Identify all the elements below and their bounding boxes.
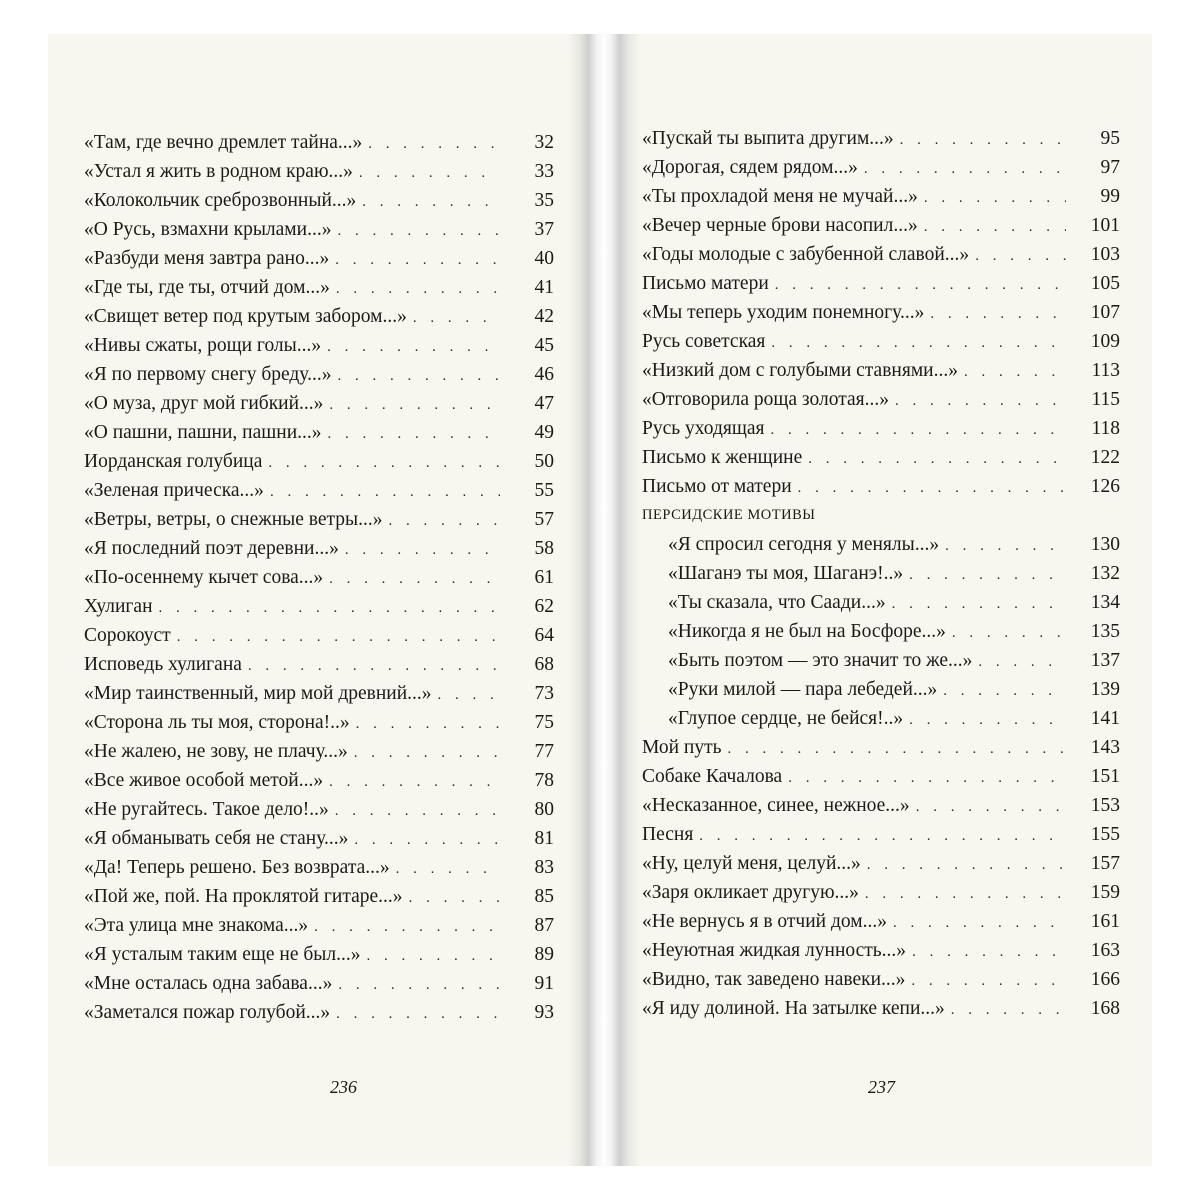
toc-entry	[642, 936, 1120, 965]
toc-entry-page-number: 35	[534, 190, 554, 211]
toc-entry-page-number: 62	[534, 596, 554, 617]
toc-entry	[642, 820, 1120, 849]
toc-entry-title: «Неуютная жидкая лунность...»	[642, 940, 907, 961]
toc-entry	[84, 447, 554, 476]
toc-entry-page-number: 139	[1090, 679, 1120, 700]
toc-entry-title: «Я иду долиной. На затылке кепи...»	[642, 998, 945, 1019]
toc-entry	[84, 534, 554, 563]
toc-entry-title: Русь советская	[642, 331, 766, 352]
toc-entry-page-number: 58	[534, 538, 554, 559]
toc-entry	[642, 588, 1120, 617]
toc-entry	[642, 646, 1120, 675]
toc-entry-title: Иорданская голубица	[84, 451, 263, 472]
toc-entry	[642, 733, 1120, 762]
toc-entry-title: Собаке Качалова	[642, 766, 783, 787]
toc-entry-page-number: 159	[1090, 882, 1120, 903]
toc-dot-leader	[964, 358, 1066, 387]
toc-entry	[84, 302, 554, 331]
toc-entry-page-number: 107	[1090, 302, 1120, 323]
toc-dot-leader	[798, 474, 1066, 503]
toc-entry-page-number: 89	[534, 944, 554, 965]
toc-entry-page-number: 42	[534, 306, 554, 327]
toc-dot-leader	[327, 333, 500, 362]
toc-entry-page-number: 155	[1090, 824, 1120, 845]
toc-dot-leader	[336, 275, 500, 304]
toc-dot-leader	[248, 652, 500, 681]
toc-entry-title: «Пускай ты выпита другим...»	[642, 128, 894, 149]
toc-entry-title: «Дорогая, сядем рядом...»	[642, 157, 858, 178]
toc-entry-title: «Не ругайтесь. Такое дело!..»	[84, 799, 329, 820]
toc-dot-leader	[978, 648, 1066, 677]
left-page	[84, 34, 554, 1166]
toc-entry-page-number: 130	[1090, 534, 1120, 555]
toc-entry-title: «Пой же, пой. На проклятой гитаре...»	[84, 886, 403, 907]
toc-entry	[642, 443, 1120, 472]
toc-dot-leader	[895, 387, 1066, 416]
toc-entry-title: «Отговорила роща золотая...»	[642, 389, 889, 410]
toc-dot-leader	[892, 590, 1066, 619]
toc-dot-leader	[359, 159, 500, 188]
toc-dot-leader	[975, 242, 1066, 271]
toc-entry-page-number: 132	[1090, 563, 1120, 584]
toc-dot-leader	[924, 213, 1066, 242]
toc-entry-page-number: 49	[534, 422, 554, 443]
toc-entry-page-number: 91	[534, 973, 554, 994]
toc-dot-leader	[335, 797, 500, 826]
toc-entry-page-number: 40	[534, 248, 554, 269]
toc-entry-page-number: 153	[1090, 795, 1120, 816]
toc-entry	[84, 273, 554, 302]
toc-entry	[84, 505, 554, 534]
toc-entry-title: «Эта улица мне знакома...»	[84, 915, 309, 936]
page-number-left: 236	[330, 1077, 357, 1097]
toc-entry-title: Песня	[642, 824, 694, 845]
toc-entry	[642, 617, 1120, 646]
toc-entry	[642, 211, 1120, 240]
book-gutter	[568, 34, 640, 1166]
toc-entry-title: Письмо от матери	[642, 476, 792, 497]
toc-entry-page-number: 33	[534, 161, 554, 182]
toc-entry-page-number: 141	[1090, 708, 1120, 729]
toc-dot-leader	[924, 184, 1066, 213]
toc-entry	[642, 327, 1120, 356]
toc-entry-title: «Заря окликает другую...»	[642, 882, 859, 903]
toc-entry	[84, 563, 554, 592]
toc-entry-page-number: 77	[534, 741, 554, 762]
toc-entry	[642, 994, 1120, 1023]
toc-entry-title: «Ну, целуй меня, целуй...»	[642, 853, 861, 874]
toc-dot-leader	[337, 217, 500, 246]
toc-dot-leader	[354, 826, 500, 855]
toc-entry-title: «Мир таинственный, мир мой древний...»	[84, 683, 432, 704]
toc-entry	[84, 389, 554, 418]
toc-entry-title: «Нивы сжаты, рощи голы...»	[84, 335, 322, 356]
toc-entry-title: «О муза, друг мой гибкий...»	[84, 393, 324, 414]
toc-entry-page-number: 103	[1090, 244, 1120, 265]
toc-entry-title: «Заметался пожар голубой...»	[84, 1002, 331, 1023]
toc-entry-title: «Ветры, ветры, о снежные ветры...»	[84, 509, 383, 530]
toc-entry-page-number: 113	[1091, 360, 1120, 381]
toc-entry-page-number: 105	[1090, 273, 1120, 294]
toc-entry-page-number: 93	[534, 1002, 554, 1023]
toc-dot-leader	[356, 710, 500, 739]
toc-entry-page-number: 118	[1091, 418, 1120, 439]
toc-entry-page-number: 109	[1090, 331, 1120, 352]
toc-section-heading	[642, 501, 1120, 530]
toc-entry-page-number: 61	[534, 567, 554, 588]
toc-entry-title: «Все живое особой метой...»	[84, 770, 324, 791]
toc-entry	[84, 911, 554, 940]
toc-entry-title: «Никогда я не был на Босфоре...»	[668, 621, 946, 642]
toc-entry-page-number: 45	[534, 335, 554, 356]
toc-entry	[84, 621, 554, 650]
toc-entry	[642, 153, 1120, 182]
toc-entry	[84, 882, 554, 911]
toc-dot-leader	[409, 884, 500, 913]
toc-entry-page-number: 166	[1090, 969, 1120, 990]
toc-dot-leader	[270, 478, 500, 507]
toc-entry	[642, 240, 1120, 269]
toc-entry-title: «Не вернусь я в отчий дом...»	[642, 911, 887, 932]
toc-entry	[642, 965, 1120, 994]
toc-entry-title: «Да! Теперь решено. Без возврата...»	[84, 857, 390, 878]
toc-dot-leader	[893, 909, 1066, 938]
toc-entry-title: «Зеленая прическа...»	[84, 480, 264, 501]
toc-dot-leader	[945, 532, 1066, 561]
toc-entry-title: «Шаганэ ты моя, Шаганэ!..»	[668, 563, 904, 584]
toc-dot-leader	[930, 300, 1066, 329]
toc-entry-page-number: 64	[534, 625, 554, 646]
toc-entry-title: Письмо матери	[642, 273, 769, 294]
toc-entry-page-number: 78	[534, 770, 554, 791]
toc-entry	[84, 708, 554, 737]
toc-entry-page-number: 137	[1090, 650, 1120, 671]
toc-entry-page-number: 87	[534, 915, 554, 936]
toc-entry	[84, 679, 554, 708]
toc-dot-leader	[951, 996, 1066, 1025]
toc-entry-page-number: 83	[534, 857, 554, 878]
toc-entry	[642, 878, 1120, 907]
toc-entry-title: «Вечер черные брови насопил...»	[642, 215, 918, 236]
toc-entry-page-number: 85	[534, 886, 554, 907]
toc-entry-title: Мой путь	[642, 737, 722, 758]
toc-entry-title: «По-осеннему кычет сова...»	[84, 567, 324, 588]
toc-dot-leader	[345, 536, 500, 565]
toc-entry	[642, 414, 1120, 443]
right-page	[642, 34, 1120, 1166]
toc-dot-leader	[867, 851, 1066, 880]
toc-entry	[642, 182, 1120, 211]
toc-dot-leader	[362, 188, 500, 217]
toc-entry	[84, 737, 554, 766]
toc-entry-page-number: 41	[534, 277, 554, 298]
toc-entry-page-number: 32	[534, 132, 554, 153]
toc-entry-title: «Я обманывать себя не стану...»	[84, 828, 349, 849]
toc-dot-leader	[268, 449, 500, 478]
toc-entry-page-number: 73	[534, 683, 554, 704]
toc-entry	[642, 675, 1120, 704]
toc-entry	[84, 998, 554, 1027]
toc-list-right	[642, 124, 1120, 1023]
toc-entry-title: «Мы теперь уходим понемногу...»	[642, 302, 925, 323]
toc-dot-leader	[337, 362, 500, 391]
toc-entry-page-number: 101	[1090, 215, 1120, 236]
page-number-right: 237	[868, 1077, 895, 1097]
toc-dot-leader	[329, 391, 500, 420]
toc-dot-leader	[728, 735, 1066, 764]
toc-entry-page-number: 143	[1090, 737, 1120, 758]
toc-entry-title: «Мне осталась одна забава...»	[84, 973, 333, 994]
toc-dot-leader	[368, 130, 500, 159]
toc-entry-title: «О пашни, пашни, пашни...»	[84, 422, 322, 443]
toc-dot-leader	[909, 706, 1066, 735]
toc-entry-title: «Видно, так заведено навеки...»	[642, 969, 906, 990]
toc-entry	[642, 472, 1120, 501]
toc-dot-leader	[336, 1000, 500, 1029]
toc-entry	[642, 907, 1120, 936]
toc-list-left	[84, 128, 554, 1027]
toc-dot-leader	[916, 793, 1066, 822]
toc-entry	[84, 766, 554, 795]
toc-entry-page-number: 80	[534, 799, 554, 820]
toc-entry-title: «Колокольчик среброзвонный...»	[84, 190, 357, 211]
toc-entry	[84, 940, 554, 969]
toc-entry-title: «О Русь, взмахни крылами...»	[84, 219, 332, 240]
toc-dot-leader	[314, 913, 500, 942]
toc-entry-title: Исповедь хулигана	[84, 654, 242, 675]
toc-entry-title: «Я по первому снегу бреду...»	[84, 364, 332, 385]
toc-entry	[84, 476, 554, 505]
toc-dot-leader	[396, 855, 500, 884]
toc-entry-page-number: 157	[1090, 853, 1120, 874]
toc-entry	[84, 157, 554, 186]
toc-dot-leader	[329, 565, 500, 594]
toc-entry-title: «Ты прохладой меня не мучай...»	[642, 186, 918, 207]
toc-entry	[84, 360, 554, 389]
toc-entry-page-number: 151	[1090, 766, 1120, 787]
toc-dot-leader	[699, 822, 1066, 851]
toc-dot-leader	[354, 739, 500, 768]
toc-entry-page-number: 161	[1090, 911, 1120, 932]
toc-entry-page-number: 37	[534, 219, 554, 240]
toc-entry-title: ПЕРСИДСКИЕ МОТИВЫ	[642, 507, 816, 523]
toc-entry-title: Хулиган	[84, 596, 153, 617]
toc-dot-leader	[912, 938, 1066, 967]
toc-entry	[642, 356, 1120, 385]
toc-dot-leader	[413, 304, 500, 333]
toc-dot-leader	[900, 126, 1066, 155]
toc-entry	[84, 331, 554, 360]
toc-entry-title: «Устал я жить в родном краю...»	[84, 161, 353, 182]
toc-dot-leader	[771, 416, 1067, 445]
toc-entry	[84, 418, 554, 447]
toc-entry	[642, 385, 1120, 414]
toc-entry	[84, 824, 554, 853]
toc-dot-leader	[338, 971, 500, 1000]
toc-dot-leader	[335, 246, 500, 275]
toc-entry-title: «Где ты, где ты, отчий дом...»	[84, 277, 330, 298]
toc-entry-page-number: 57	[534, 509, 554, 530]
toc-entry	[84, 244, 554, 273]
toc-dot-leader	[911, 967, 1066, 996]
toc-dot-leader	[864, 155, 1066, 184]
toc-entry-title: «Ты сказала, что Саади...»	[668, 592, 886, 613]
toc-entry-title: «Глупое сердце, не бейся!..»	[668, 708, 904, 729]
toc-entry-title: «Быть поэтом — это значит то же...»	[668, 650, 973, 671]
toc-entry-title: Сорокоуст	[84, 625, 171, 646]
toc-entry	[84, 128, 554, 157]
toc-entry-title: «Несказанное, синее, нежное...»	[642, 795, 910, 816]
toc-entry-title: «Я спросил сегодня у менялы...»	[668, 534, 940, 555]
toc-entry-page-number: 126	[1090, 476, 1120, 497]
toc-dot-leader	[775, 271, 1066, 300]
toc-dot-leader	[329, 768, 500, 797]
toc-entry-title: «Разбуди меня завтра рано...»	[84, 248, 330, 269]
toc-dot-leader	[952, 619, 1066, 648]
toc-entry	[642, 704, 1120, 733]
toc-dot-leader	[909, 561, 1066, 590]
toc-entry-page-number: 122	[1090, 447, 1120, 468]
toc-dot-leader	[788, 764, 1066, 793]
toc-entry	[84, 795, 554, 824]
toc-entry-page-number: 163	[1090, 940, 1120, 961]
toc-entry-page-number: 50	[534, 451, 554, 472]
toc-dot-leader	[865, 880, 1066, 909]
toc-entry-title: «Сторона ль ты моя, сторона!..»	[84, 712, 350, 733]
toc-dot-leader	[438, 681, 500, 710]
toc-entry-title: «Я последний поэт деревни...»	[84, 538, 339, 559]
toc-entry	[84, 215, 554, 244]
toc-entry-title: «Не жалею, не зову, не плачу...»	[84, 741, 348, 762]
toc-entry-page-number: 46	[534, 364, 554, 385]
toc-entry	[642, 269, 1120, 298]
toc-entry-page-number: 81	[534, 828, 554, 849]
toc-entry-page-number: 55	[534, 480, 554, 501]
toc-entry-title: «Низкий дом с голубыми ставнями...»	[642, 360, 958, 381]
toc-dot-leader	[367, 942, 500, 971]
toc-entry-page-number: 135	[1090, 621, 1120, 642]
toc-dot-leader	[771, 329, 1066, 358]
toc-entry-page-number: 68	[534, 654, 554, 675]
toc-entry-page-number: 168	[1090, 998, 1120, 1019]
toc-entry-page-number: 47	[534, 393, 554, 414]
toc-entry	[84, 592, 554, 621]
toc-entry	[642, 559, 1120, 588]
toc-entry	[84, 969, 554, 998]
toc-entry	[84, 650, 554, 679]
toc-entry-page-number: 97	[1100, 157, 1120, 178]
toc-dot-leader	[943, 677, 1066, 706]
toc-entry-title: «Я усталым таким еще не был...»	[84, 944, 361, 965]
toc-entry-title: «Руки милой — пара лебедей...»	[668, 679, 938, 700]
toc-entry-page-number: 115	[1091, 389, 1120, 410]
toc-entry-title: Русь уходящая	[642, 418, 765, 439]
toc-entry	[642, 762, 1120, 791]
toc-entry-page-number: 134	[1090, 592, 1120, 613]
toc-entry	[642, 530, 1120, 559]
toc-dot-leader	[328, 420, 500, 449]
toc-dot-leader	[389, 507, 500, 536]
toc-entry	[84, 853, 554, 882]
toc-entry-page-number: 95	[1100, 128, 1120, 149]
toc-entry-title: «Годы молодые с забубенной славой...»	[642, 244, 970, 265]
toc-entry	[642, 298, 1120, 327]
toc-entry	[84, 186, 554, 215]
toc-entry-page-number: 75	[534, 712, 554, 733]
toc-entry	[642, 124, 1120, 153]
book-spread	[48, 34, 1152, 1166]
toc-dot-leader	[177, 623, 500, 652]
toc-entry-page-number: 99	[1100, 186, 1120, 207]
toc-dot-leader	[159, 594, 500, 623]
toc-entry-title: «Свищет ветер под крутым забором...»	[84, 306, 407, 327]
toc-entry-title: «Там, где вечно дремлет тайна...»	[84, 132, 363, 153]
toc-dot-leader	[808, 445, 1066, 474]
toc-entry-title: Письмо к женщине	[642, 447, 803, 468]
toc-entry	[642, 791, 1120, 820]
toc-entry	[642, 849, 1120, 878]
